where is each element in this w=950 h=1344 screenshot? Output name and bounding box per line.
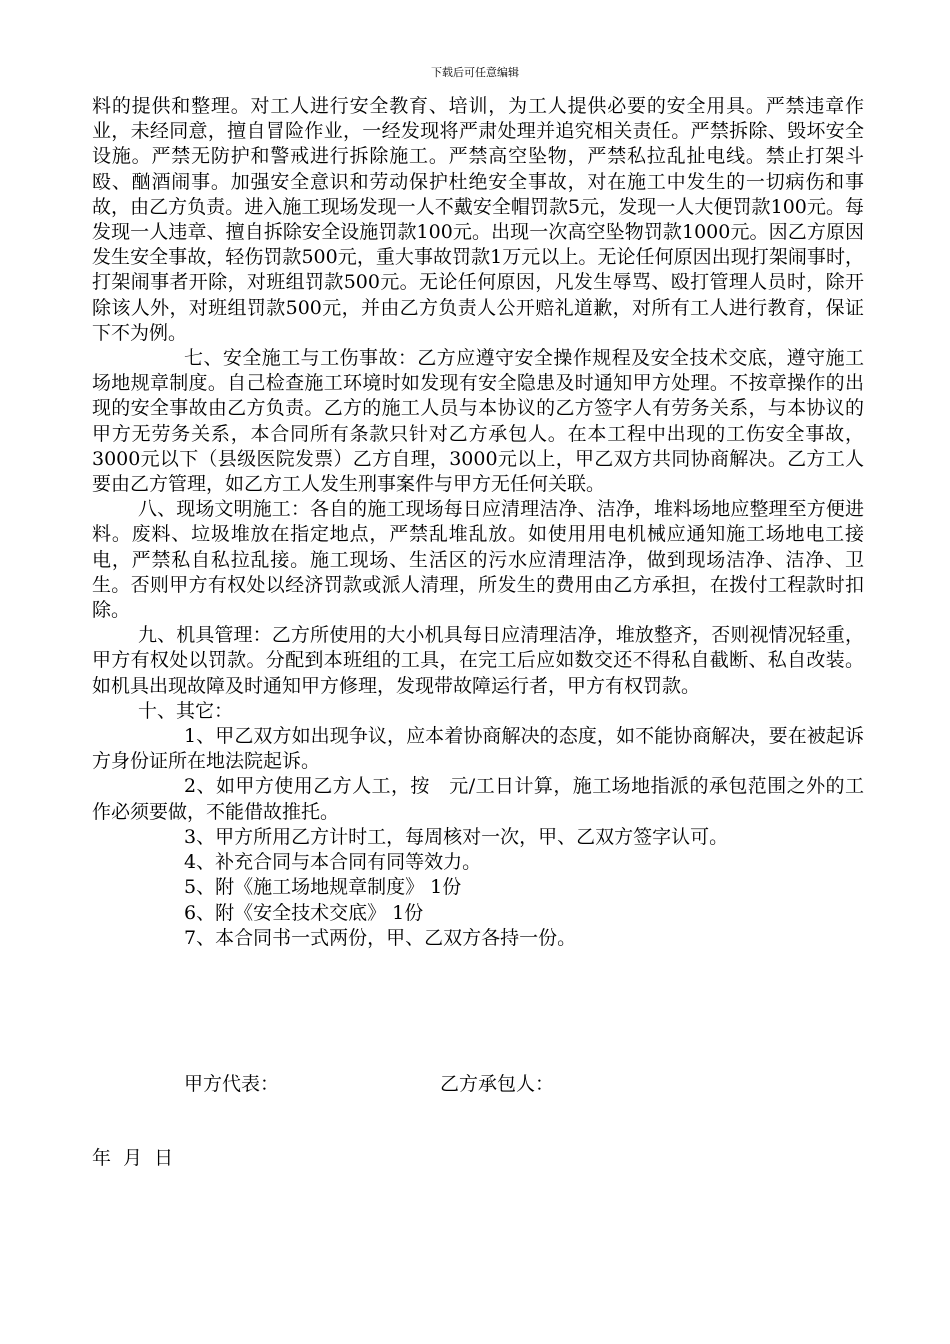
clause-1: 1、甲乙双方如出现争议，应本着协商解决的态度，如不能协商解决，要在被起诉方身份证所在地法院起诉。 — [92, 725, 864, 773]
paragraph-section-8: 八、现场文明施工：各自的施工现场每日应清理洁净、洁净，堆料场地应整理至方便进料。废料、垃圾堆放在指定地点，严禁乱堆乱放。如使用用电机械应通知施工场地电工接电，严禁私自私拉乱接。施工现场、生活区的污水应清理洁净，做到现场洁净、洁净、卫生。否则甲方有权处以经济罚款或派人清理，所发生的费用由乙方承担，在拨付工程款时扣除。 — [92, 498, 864, 622]
signature-row — [184, 1072, 554, 1097]
clause-2: 2、如甲方使用乙方人工，按 元/工日计算，施工场地指派的承包范围之外的工作必须要做，不能借故推托。 — [92, 775, 864, 823]
clause-7: 7、本合同书一式两份，甲、乙双方各持一份。 — [184, 926, 577, 949]
date-line: 年 月 日 — [92, 1147, 174, 1169]
party-a-signature-label: 甲方代表： — [184, 1073, 280, 1095]
clause-6: 6、附《安全技术交底》 1份 — [184, 901, 424, 924]
paragraph-safety-rules: 料的提供和整理。对工人进行安全教育、培训，为工人提供必要的安全用具。严禁违章作业，未经同意，擅自冒险作业，一经发现将严肃处理并追究相关责任。严禁拆除、毁坏安全设施。严禁无防护和警戒进行拆除施工。严禁高空坠物，严禁私拉乱扯电线。禁止打架斗殴、酗酒闹事。加强安全意识和劳动保护杜绝安全事故，对在施工中发生的一切病伤和事故，由乙方负责。进入施工现场发现一人不戴安全帽罚款5元，发现一人大便罚款100元。每发现一人违章、擅自拆除安全设施罚款100元。出现一次高空坠物罚款1000元。因乙方原因发生安全事故，轻伤罚款500元，重大事故罚款1万元以上。无论任何原因出现打架闹事时，打架闹事者开除，对班组罚款500元。无论任何原因，凡发生辱骂、殴打管理人员时，除开除该人外，对班组罚款500元，并由乙方负责人公开赔礼道歉，对所有工人进行教育，保证下不为例。 — [92, 95, 864, 344]
clause-5: 5、附《施工场地规章制度》 1份 — [184, 876, 462, 899]
clause-4: 4、补充合同与本合同有同等效力。 — [184, 851, 482, 874]
paragraph-section-10-heading: 十、其它： — [138, 699, 234, 722]
clause-3: 3、甲方所用乙方计时工，每周核对一次，甲、乙双方签字认可。 — [184, 825, 729, 848]
paragraph-section-7: 七、安全施工与工伤事故：乙方应遵守安全操作规程及安全技术交底，遵守施工场地规章制度。自己检查施工环境时如发现有安全隐患及时通知甲方处理。不按章操作的出现的安全事故由乙方负责。乙方的施工人员与本协议的乙方签字人有劳务关系，与本协议的甲方无劳务关系，本合同所有条款只针对乙方承包人。在本工程中出现的工伤安全事故，3000元以下（县级医院发票）乙方自理，3000元以上，甲乙双方共同协商解决。乙方工人要由乙方管理，如乙方工人发生刑事案件与甲方无任何关联。 — [92, 347, 864, 496]
paragraph-section-9: 九、机具管理：乙方所使用的大小机具每日应清理洁净，堆放整齐，否则视情况轻重，甲方有权处以罚款。分配到本班组的工具，在完工后应如数交还不得私自截断、私自改装。如机具出现故障及时通知甲方修理，发现带故障运行者，甲方有权罚款。 — [92, 624, 864, 697]
party-b-signature-label: 乙方承包人： — [440, 1073, 555, 1095]
contract-body — [92, 94, 864, 951]
download-note: 下载后可任意编辑 — [431, 66, 519, 79]
